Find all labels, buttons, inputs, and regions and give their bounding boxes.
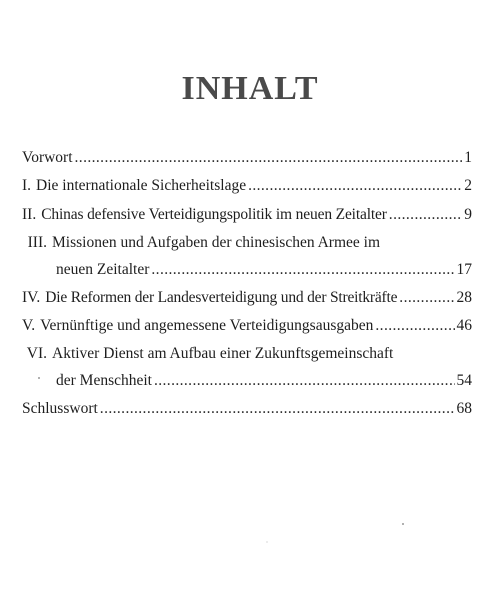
toc-entry-number: IV.: [22, 289, 41, 306]
page-title: INHALT: [181, 70, 319, 107]
toc-entry-title-continued: neuen Zeitalter: [56, 261, 150, 278]
toc-entry-2[interactable]: [22, 205, 472, 225]
toc-leader-dots: [248, 176, 462, 196]
scan-speck: [266, 541, 268, 543]
toc-entry-page: 54: [456, 372, 472, 389]
toc-entry-title: Die internationale Sicherheitslage: [36, 177, 247, 194]
toc-entry-6-continued[interactable]: [56, 371, 472, 391]
toc-leader-dots: [389, 205, 462, 225]
toc-leader-dots: [399, 288, 454, 308]
toc-entry-page: 68: [456, 400, 472, 417]
toc-entry-title: Vernünftige und angemessene Verteidigungsausgaben: [40, 317, 374, 334]
toc-entry-page: 9: [464, 206, 472, 223]
toc-entry-title: Die Reformen der Landesverteidigung und der Streitkräfte: [45, 289, 398, 306]
toc-entry-schlusswort[interactable]: [22, 399, 472, 419]
toc-entry-4[interactable]: [22, 288, 472, 308]
toc-entry-3-continued[interactable]: [56, 260, 472, 280]
toc-leader-dots: [151, 260, 454, 280]
toc-entry-6[interactable]: [22, 344, 472, 364]
toc-entry-title: Vorwort: [22, 149, 73, 166]
toc-entry-vorwort[interactable]: [22, 148, 472, 168]
toc-entry-number: V.: [22, 317, 36, 334]
toc-leader-dots: [100, 399, 455, 419]
toc-leader-dots: [154, 371, 455, 391]
toc-entry-title: Schlusswort: [22, 400, 98, 417]
toc-entry-number: II.: [22, 206, 37, 223]
toc-entry-number: VI.: [26, 345, 47, 362]
toc-entry-page: 28: [456, 289, 472, 306]
toc-entry-page: 46: [456, 317, 472, 334]
toc-leader-dots: [375, 316, 454, 336]
toc-entry-title: Chinas defensive Verteidigungspolitik im neuen Zeitalter: [41, 206, 387, 223]
toc-entry-title: Missionen und Aufgaben der chinesischen Armee im: [52, 234, 381, 251]
scan-speck: [38, 377, 40, 379]
toc-entry-1[interactable]: [22, 176, 472, 196]
toc-entry-number: III.: [27, 234, 47, 251]
toc-entry-number: I.: [22, 177, 32, 194]
toc-leader-dots: [75, 148, 463, 168]
toc-entry-5[interactable]: [22, 316, 472, 336]
toc-entry-page: 17: [456, 261, 472, 278]
toc-entry-title-continued: der Menschheit: [56, 372, 152, 389]
scan-speck: [402, 523, 404, 525]
toc-entry-page: 1: [464, 149, 472, 166]
toc-entry-title: Aktiver Dienst am Aufbau einer Zukunftsgemeinschaft: [52, 345, 394, 362]
toc-entry-3[interactable]: [22, 233, 472, 253]
toc-entry-page: 2: [464, 177, 472, 194]
